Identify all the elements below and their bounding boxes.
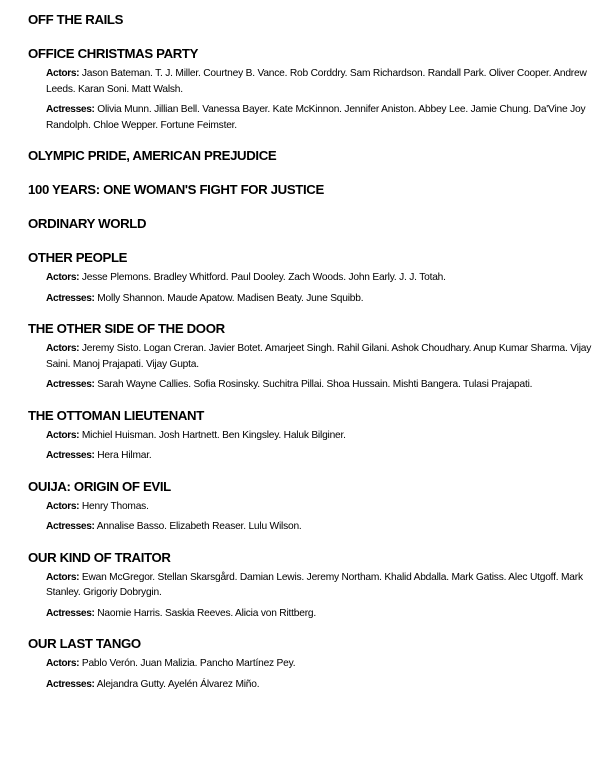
film-title: OFF THE RAILS [28,12,124,27]
actresses-line [46,377,598,393]
film-title: 100 YEARS: ONE WOMAN'S FIGHT FOR JUSTICE [28,182,324,197]
actresses-names: Olivia Munn. Jillian Bell. Vanessa Bayer. Kate McKinnon. Jennifer Aniston. Abbey Lee. Jamie Chung. Da'Vine Joy Randolph. Chloe Wepper. Fortune Feimster. [46,104,586,131]
actresses-label: Actresses: [46,521,95,532]
actresses-names: Hera Hilmar. [97,450,152,461]
actors-names: Ewan McGregor. Stellan Skarsgård. Damian Lewis. Jeremy Northam. Khalid Abdalla. Mark Gatiss. Alec Utgoff. Mark Stanley. Grigoriy Dobrygin. [46,571,583,598]
film-entry [28,42,598,133]
film-title: THE OTHER SIDE OF THE DOOR [28,321,225,336]
actors-names: Jesse Plemons. Bradley Whitford. Paul Dooley. Zach Woods. John Early. J. J. Totah. [81,272,446,283]
film-title: THE OTTOMAN LIEUTENANT [28,407,204,423]
actresses-line [46,606,598,622]
actors-names: Henry Thomas. [81,500,149,512]
film-entry [28,8,598,28]
film-title: OUIJA: ORIGIN OF EVIL [28,478,171,494]
actresses-line [46,102,598,133]
film-title: ORDINARY WORLD [28,216,147,231]
cast-list-document [28,8,598,703]
film-title: OFFICE CHRISTMAS PARTY [28,46,199,61]
film-entry [28,317,598,393]
actresses-names: Naomie Harris. Saskia Reeves. Alicia von Rittberg. [97,607,316,619]
actresses-line [46,448,598,464]
film-entry [28,144,598,164]
actresses-names: Molly Shannon. Maude Apatow. Madisen Beaty. June Squibb. [97,292,364,304]
actresses-names: Sarah Wayne Callies. Sofia Rosinsky. Suchitra Pillai. Shoa Hussain. Mishti Bangera. Tulasi Prajapati. [97,379,533,390]
actors-line [46,66,598,97]
cast-section [28,341,598,393]
film-entry [28,178,598,198]
cast-section [28,570,598,622]
actresses-label: Actresses: [46,678,95,690]
film-entry [28,212,598,232]
cast-section [28,499,598,535]
actors-label: Actors: [46,272,80,283]
actors-names: Michiel Huisman. Josh Hartnett. Ben Kingsley. Haluk Bilginer. [81,429,346,441]
actors-line [46,499,598,515]
actresses-label: Actresses: [46,292,95,304]
actresses-names: Annalise Basso. Elizabeth Reaser. Lulu Wilson. [96,521,302,532]
actresses-label: Actresses: [46,450,95,461]
film-entry [28,404,598,464]
film-title: OUR LAST TANGO [28,636,141,651]
film-title: OUR KIND OF TRAITOR [28,549,171,565]
film-entry [28,475,598,535]
actors-names: Jason Bateman. T. J. Miller. Courtney B. Vance. Rob Corddry. Sam Richardson. Randall Park. Oliver Cooper. Andrew Leeds. Karan Soni. Matt Walsh. [46,68,587,95]
cast-section [28,656,598,692]
actors-names: Pablo Verón. Juan Malizia. Pancho Martínez Pey. [81,658,296,669]
film-title: OLYMPIC PRIDE, AMERICAN PREJUDICE [28,148,277,163]
actresses-label: Actresses: [46,607,95,619]
film-entry [28,546,598,622]
actors-label: Actors: [46,343,80,354]
cast-section [28,270,598,306]
cast-section [28,66,598,133]
actors-label: Actors: [46,68,80,79]
actors-line [46,270,598,286]
actresses-names: Alejandra Gutty. Ayelén Álvarez Miño. [96,678,260,690]
actresses-line [46,519,598,535]
actors-line [46,656,598,672]
actors-line [46,428,598,444]
actors-label: Actors: [46,500,80,512]
actresses-line [46,677,598,693]
actresses-label: Actresses: [46,379,95,390]
film-title: OTHER PEOPLE [28,250,128,265]
actresses-label: Actresses: [46,104,95,115]
actors-line [46,570,598,601]
film-entry [28,632,598,692]
actors-line [46,341,598,372]
actors-names: Jeremy Sisto. Logan Creran. Javier Botet. Amarjeet Singh. Rahil Gilani. Ashok Choudhary. Anup Kumar Sharma. Vijay Saini. Manoj Prajapati. Vijay Gupta. [46,343,592,370]
cast-section [28,428,598,464]
actors-label: Actors: [46,571,80,583]
actresses-line [46,291,598,307]
actors-label: Actors: [46,429,80,441]
film-entry [28,246,598,306]
actors-label: Actors: [46,658,80,669]
